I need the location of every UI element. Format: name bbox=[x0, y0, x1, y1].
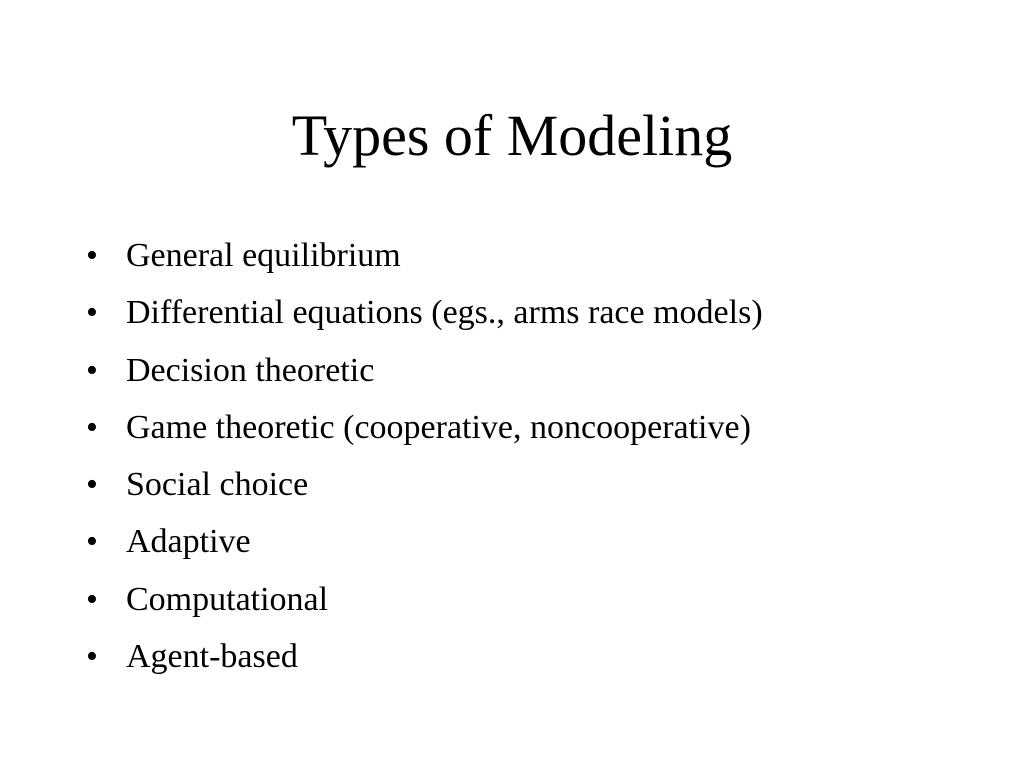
bullet-item bbox=[82, 399, 763, 456]
bullet-marker: • bbox=[86, 351, 98, 389]
bullet-text: Social choice bbox=[126, 466, 309, 504]
bullet-text: Decision theoretic bbox=[126, 351, 375, 389]
slide-title: Types of Modeling bbox=[291, 103, 733, 168]
bullet-text: Adaptive bbox=[126, 523, 251, 561]
bullet-text: Agent-based bbox=[126, 638, 298, 676]
bullet-text: Differential equations (egs., arms race models) bbox=[126, 294, 763, 332]
bullet-marker: • bbox=[86, 408, 98, 446]
bullet-item bbox=[82, 628, 763, 685]
bullet-text: Game theoretic (cooperative, noncooperative) bbox=[126, 408, 751, 446]
bullet-list bbox=[82, 227, 763, 685]
bullet-item bbox=[82, 284, 763, 341]
bullet-item bbox=[82, 571, 763, 628]
bullet-item bbox=[82, 227, 763, 284]
bullet-marker: • bbox=[86, 523, 98, 561]
bullet-text: Computational bbox=[126, 580, 329, 618]
bullet-marker: • bbox=[86, 638, 98, 676]
bullet-text: General equilibrium bbox=[126, 237, 401, 274]
bullet-marker: • bbox=[86, 237, 98, 274]
bullet-marker: • bbox=[86, 294, 98, 332]
bullet-marker: • bbox=[86, 580, 98, 618]
bullet-marker: • bbox=[86, 466, 98, 504]
bullet-item bbox=[82, 513, 763, 570]
bullet-item bbox=[82, 456, 763, 513]
bullet-item bbox=[82, 342, 763, 399]
